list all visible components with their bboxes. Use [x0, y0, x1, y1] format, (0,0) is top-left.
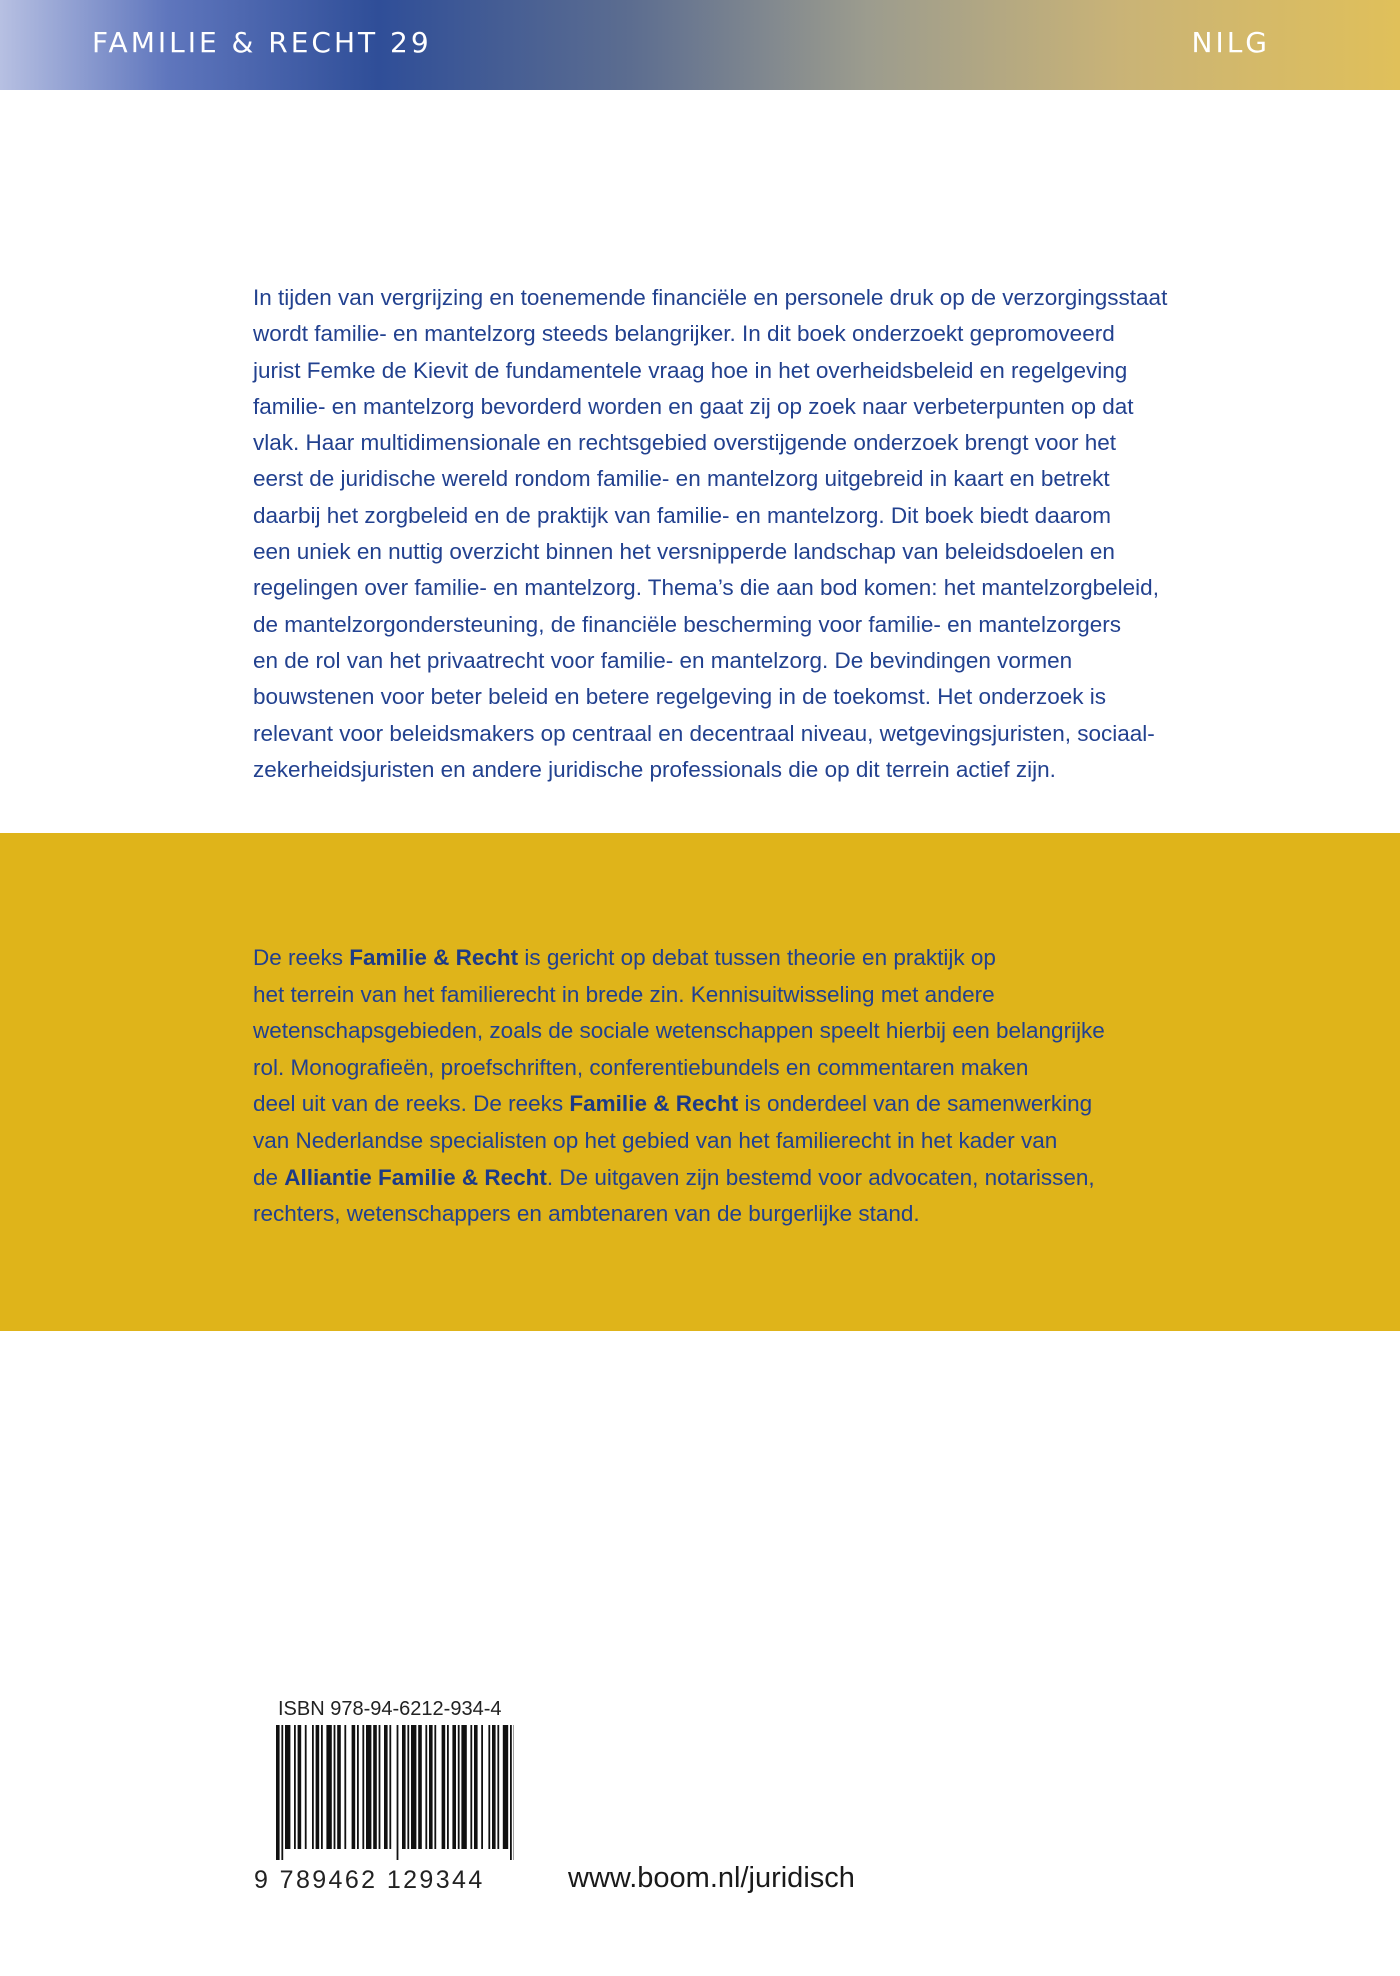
series-line [253, 940, 1233, 977]
blurb-line: jurist Femke de Kievit de fundamentele vraag hoe in het overheidsbeleid en regelgeving [253, 357, 1128, 383]
blurb-line: wordt familie- en mantelzorg steeds belangrijker. In dit boek onderzoekt gepromoveerd [253, 321, 1115, 347]
barcode-bar [294, 1725, 296, 1849]
barcode-bar [434, 1725, 436, 1849]
blurb-line: zekerheidsjuristen en andere juridische professionals die op dit terrein actief zijn. [253, 756, 1056, 782]
barcode-bar [305, 1725, 307, 1849]
barcode-bar [285, 1725, 290, 1849]
barcode-bar [452, 1725, 456, 1849]
series-line [253, 1160, 1233, 1197]
barcode-bar [418, 1725, 422, 1849]
barcode-bar [366, 1725, 371, 1849]
book-blurb [253, 280, 1253, 788]
barcode-bar [344, 1725, 346, 1849]
series-text: deel uit van de reeks. De reeks [253, 1091, 570, 1117]
series-line [253, 1086, 1233, 1123]
barcode-bar [458, 1725, 460, 1849]
series-text: is onderdeel van de samenwerking [738, 1091, 1093, 1117]
alliance-name-bold: Alliantie Familie & Recht [284, 1164, 547, 1190]
series-line: van Nederlandse specialisten op het gebied van het familierecht in het kader van [253, 1127, 1058, 1153]
barcode-bar [411, 1725, 416, 1849]
barcode-bar [488, 1725, 490, 1849]
barcode-bar [470, 1725, 472, 1849]
barcode-bar [447, 1725, 449, 1849]
barcode-bar [352, 1725, 356, 1849]
header-bar [0, 0, 1400, 90]
barcode-bar [362, 1725, 364, 1849]
barcode-bar [321, 1725, 323, 1849]
barcode-bar [425, 1725, 427, 1849]
blurb-line: regelingen over familie- en mantelzorg. Thema’s die aan bod komen: het mantelzorgbeleid, [253, 575, 1159, 601]
blurb-line: de mantelzorgondersteuning, de financiële bescherming voor familie- en mantelzorgers [253, 611, 1121, 637]
series-description [253, 940, 1233, 1233]
barcode-bar [492, 1725, 496, 1849]
barcode-bar [397, 1725, 399, 1860]
publisher-name: NILG [1191, 26, 1270, 59]
barcode-bar [461, 1725, 466, 1849]
barcode-bar [316, 1725, 320, 1849]
barcode-bar [402, 1725, 406, 1849]
series-title: FAMILIE & RECHT 29 [92, 26, 432, 59]
series-name-bold: Familie & Recht [569, 1091, 739, 1117]
barcode-bar [474, 1725, 478, 1849]
barcode-bar [326, 1725, 331, 1849]
barcode-bar [384, 1725, 388, 1849]
blurb-line: In tijden van vergrijzing en toenemende financiële en personele druk op de verzorgingsstaat [253, 285, 1168, 310]
barcode-bar [379, 1725, 381, 1849]
barcode-bar [334, 1725, 336, 1849]
isbn-label: ISBN 978-94-6212-934-4 [278, 1698, 502, 1720]
barcode-bar [442, 1725, 446, 1849]
barcode-bar [357, 1725, 359, 1849]
series-text: De reeks [253, 945, 350, 970]
series-line: wetenschapsgebieden, zoals de sociale wetenschappen speelt hierbij een belangrijke [253, 1018, 1105, 1044]
barcode-bar [389, 1725, 391, 1849]
barcode-bar [312, 1725, 314, 1849]
blurb-line: familie- en mantelzorg bevorderd worden en gaat zij op zoek naar verbeterpunten op dat [253, 393, 1134, 419]
series-name-bold: Familie & Recht [349, 945, 519, 970]
blurb-line: daarbij het zorgbeleid en de praktijk van familie- en mantelzorg. Dit boek biedt daarom [253, 502, 1111, 528]
series-text: is gericht op debat tussen theorie en praktijk op [518, 945, 996, 970]
barcode-bar [276, 1725, 280, 1860]
blurb-line: een uniek en nuttig overzicht binnen het versnipperde landschap van beleidsdoelen en [253, 539, 1115, 565]
barcode-digits: 9 789462 129344 [254, 1866, 485, 1894]
blurb-line: vlak. Haar multidimensionale en rechtsgebied overstijgende onderzoek brengt voor het [253, 430, 1116, 456]
barcode-bar [481, 1725, 483, 1849]
blurb-line: relevant voor beleidsmakers op centraal en decentraal niveau, wetgevingsjuristen, sociaal- [253, 720, 1155, 746]
barcode-bar [503, 1725, 508, 1849]
barcode-image [276, 1725, 514, 1860]
barcode-bar [281, 1725, 283, 1860]
series-line: rol. Monografieën, proefschriften, conferentiebundels en commentaren maken [253, 1054, 1029, 1080]
blurb-line: eerst de juridische wereld rondom familie- en mantelzorg uitgebreid in kaart en betrekt [253, 466, 1110, 492]
blurb-line: en de rol van het privaatrecht voor familie- en mantelzorg. De bevindingen vormen [253, 647, 1073, 673]
website-link[interactable]: www.boom.nl/juridisch [568, 1862, 855, 1894]
barcode-bar [429, 1725, 433, 1849]
barcode-bar [510, 1725, 512, 1860]
barcode-bar [337, 1725, 341, 1849]
barcode-bar [497, 1725, 499, 1849]
blurb-line: bouwstenen voor beter beleid en betere regelgeving in de toekomst. Het onderzoek is [253, 684, 1107, 710]
series-text: . De uitgaven zijn bestemd voor advocaten, notarissen, [546, 1164, 1095, 1190]
barcode-bar [373, 1725, 377, 1849]
series-text: de [253, 1164, 285, 1190]
barcode-bar [407, 1725, 409, 1849]
barcode-bar [298, 1725, 302, 1849]
series-line: het terrein van het familierecht in brede zin. Kennisuitwisseling met andere [253, 981, 995, 1007]
series-line: rechters, wetenschappers en ambtenaren van de burgerlijke stand. [253, 1201, 920, 1227]
